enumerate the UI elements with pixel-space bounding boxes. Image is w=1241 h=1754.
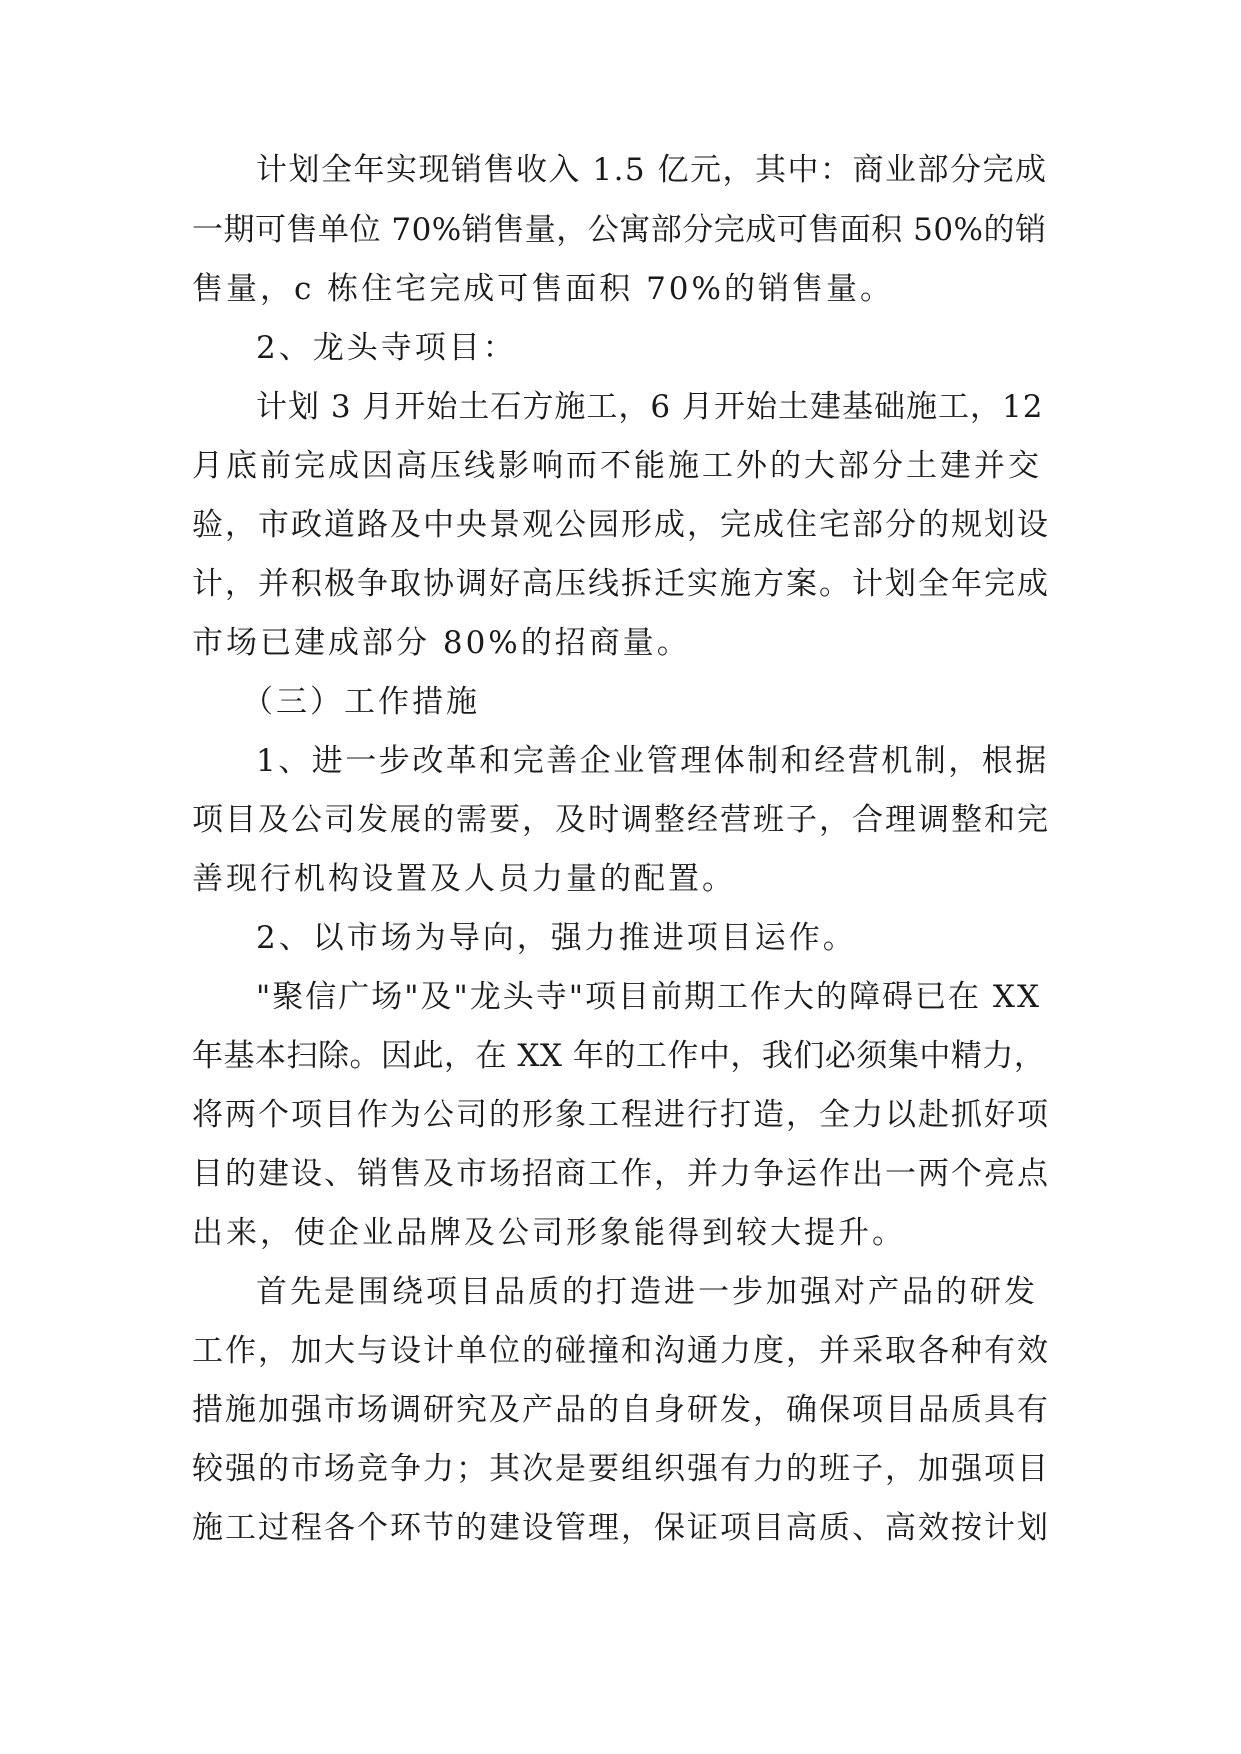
text-line: 1、进一步改革和完善企业管理体制和经营机制，根据 [256, 743, 1049, 779]
text-line: 计划 3 月开始土石方施工，6 月开始土建基础施工，12 [256, 389, 1044, 425]
text-line: 目的建设、销售及市场招商工作，并力争运作出一两个亮点 [192, 1156, 1050, 1192]
text-line: 验，市政道路及中央景观公园形成，完成住宅部分的规划设 [192, 507, 1050, 543]
text-line: 首先是围绕项目品质的打造进一步加强对产品的研发 [256, 1274, 1038, 1310]
text-line: 2、龙头寺项目： [256, 330, 517, 366]
text-line: 项目及公司发展的需要，及时调整经营班子，合理调整和完 [192, 802, 1050, 838]
text-line: 出来，使企业品牌及公司形象能得到较大提升。 [192, 1215, 906, 1251]
text-line: 年基本扫除。因此，在 XX 年的工作中，我们必须集中精力， [192, 1038, 1046, 1074]
text-line: 计，并积极争取协调好高压线拆迁实施方案。计划全年完成 [192, 566, 1050, 602]
section-heading: （三）工作措施 [242, 684, 480, 720]
text-line: 善现行机构设置及人员力量的配置。 [192, 861, 736, 897]
text-line: 措施加强市场调研究及产品的自身研发，确保项目品质具有 [192, 1392, 1050, 1428]
text-line: 一期可售单位 70%销售量，公寓部分完成可售面积 50%的销 [192, 212, 1047, 248]
text-line: 计划全年实现销售收入 1.5 亿元，其中：商业部分完成 [256, 152, 1048, 188]
text-line: 月底前完成因高压线影响而不能施工外的大部分土建并交 [192, 448, 1042, 484]
text-line: 将两个项目作为公司的形象工程进行打造，全力以赴抓好项 [192, 1097, 1050, 1133]
text-line: 工作，加大与设计单位的碰撞和沟通力度，并采取各种有效 [192, 1333, 1050, 1369]
text-line: 较强的市场竞争力；其次是要组织强有力的班子，加强项目 [192, 1451, 1050, 1487]
text-line: 施工过程各个环节的建设管理，保证项目高质、高效按计划 [192, 1510, 1050, 1546]
text-line: "聚信广场"及"龙头寺"项目前期工作大的障碍已在 XX [256, 979, 1042, 1015]
text-line: 市场已建成部分 80%的招商量。 [192, 625, 691, 661]
text-line: 售量，c 栋住宅完成可售面积 70%的销售量。 [192, 271, 894, 307]
text-line: 2、以市场为导向，强力推进项目运作。 [256, 920, 857, 956]
